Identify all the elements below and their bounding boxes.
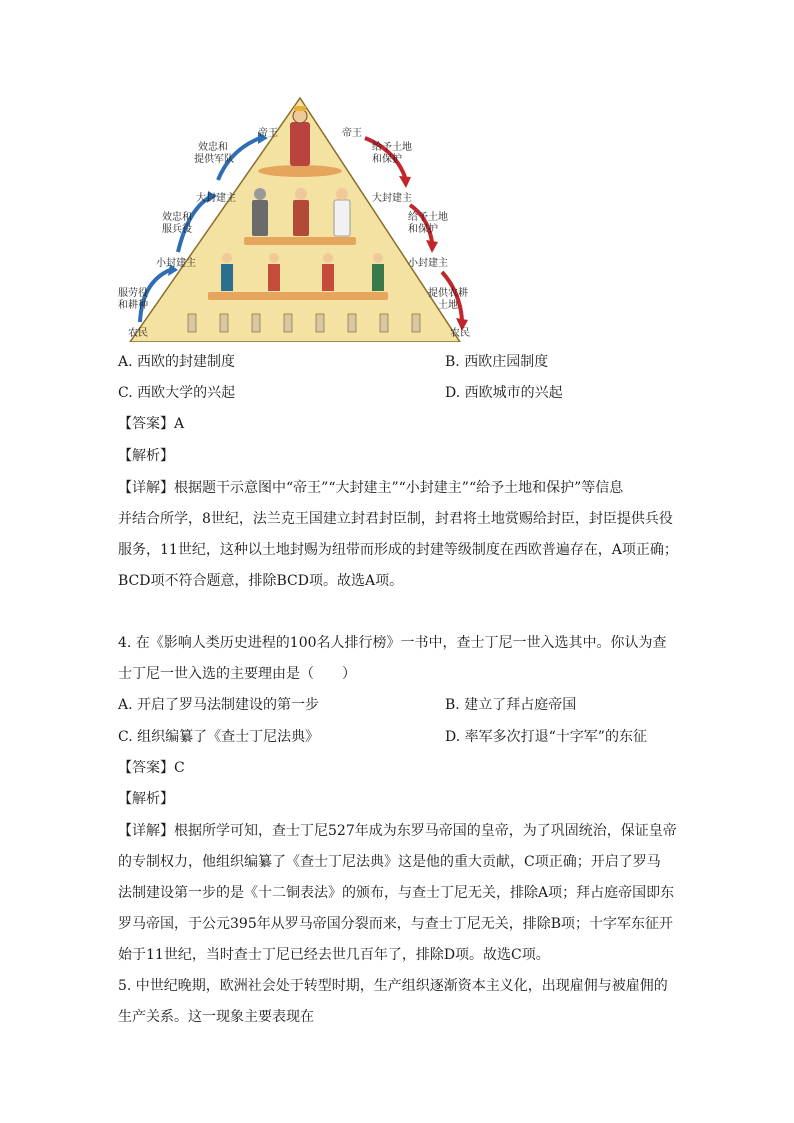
q4-detail (118, 821, 678, 963)
label-small-lord-right: 小封建主 (408, 258, 448, 269)
detail-line: 并结合所学，8世纪，法兰克王国建立封君封臣制，封君将土地赏赐给封臣，封臣提供兵役 (118, 511, 673, 527)
label-labor-2: 和耕种 (118, 300, 148, 311)
detail-line: 根据所学可知，查士丁尼527年成为东罗马帝国的皇帝，为了巩固统治，保证皇帝 (174, 823, 677, 839)
label-peasant-left: 农民 (128, 328, 148, 339)
label-peasant-right: 农民 (450, 328, 470, 339)
label-small-lord-left: 小封建主 (156, 258, 196, 269)
label-great-lord-left: 大封建主 (196, 193, 236, 204)
q4-option-a: A. 开启了罗马法制建设的第一步 (118, 697, 320, 713)
detail-line: 服务，11世纪，这种以土地封赐为纽带而形成的封建等级制度在西欧普遍存在，A项正确； (118, 542, 678, 558)
answer-tag: 【答案】 (118, 760, 174, 776)
detail-line: 法制建设第一步的是《十二铜表法》的颁布，与查士丁尼无关，排除A项；拜占庭帝国即东 (118, 885, 675, 901)
feudal-pyramid-figure (110, 92, 480, 342)
q4-analysis-tag: 【解析】 (118, 791, 174, 807)
stem-line: 士丁尼一世入选的主要理由是（ ） (118, 666, 356, 682)
q4-answer (118, 758, 185, 778)
q4-option-d: D. 率军多次打退“十字军”的东征 (445, 729, 647, 745)
label-great-lord-right: 大封建主 (372, 193, 412, 204)
detail-line: 始于11世纪，当时查士丁尼已经去世几百年了，排除D项。故选C项。 (118, 947, 550, 963)
detail-line: BCD项不符合题意，排除BCD项。故选A项。 (118, 573, 404, 589)
small-lord-platform (208, 292, 388, 300)
label-farmland-1: 提供农耕 (428, 288, 468, 299)
stem-line: 5. 中世纪晚期，欧洲社会处于转型时期，生产组织逐渐资本主义化，出现雇佣与被雇佣的 (118, 978, 668, 994)
label-grant2-1: 给予土地 (408, 212, 448, 223)
label-grant1-1: 给予土地 (372, 142, 412, 153)
label-loyalty-service-1: 效忠和 (162, 212, 192, 223)
q3-analysis-tag: 【解析】 (118, 448, 174, 464)
detail-tag: 【详解】 (118, 823, 174, 839)
q3-option-a: A. 西欧的封建制度 (118, 354, 236, 370)
king-figure (290, 106, 310, 166)
q3-option-c: C. 西欧大学的兴起 (118, 385, 236, 401)
detail-line: 的专制权力，他组织编纂了《查士丁尼法典》这是他的重大贡献，C项正确；开启了罗马 (118, 854, 661, 870)
q4-stem (118, 633, 678, 685)
pyramid-diagram (110, 92, 480, 342)
answer-value: C (174, 760, 185, 776)
label-grant2-2: 和保护 (408, 224, 438, 235)
label-labor-1: 服劳役 (118, 288, 148, 299)
q4-option-b: B. 建立了拜占庭帝国 (445, 697, 577, 713)
detail-tag: 【详解】 (118, 480, 174, 496)
label-loyalty-army-1: 效忠和 (198, 142, 228, 153)
q3-option-d: D. 西欧城市的兴起 (445, 385, 563, 401)
detail-line: 罗马帝国，于公元395年从罗马帝国分裂而来，与查士丁尼无关，排除B项；十字军东征开 (118, 916, 674, 932)
q4-option-c: C. 组织编纂了《查士丁尼法典》 (118, 729, 320, 745)
label-loyalty-army-2: 提供军队 (194, 154, 234, 165)
label-grant1-2: 和保护 (372, 154, 402, 165)
label-farmland-2: 土地 (438, 300, 458, 311)
q3-detail (118, 478, 678, 589)
label-loyalty-service-2: 服兵役 (162, 224, 192, 235)
stem-line: 生产关系。这一现象主要表现在 (118, 1009, 314, 1025)
label-king-left: 帝王 (258, 128, 278, 139)
king-platform (258, 165, 342, 177)
label-king-right: 帝王 (342, 128, 362, 139)
great-lord-platform (244, 237, 356, 245)
detail-line: 根据题干示意图中“帝王”“大封建主”“小封建主”“给予土地和保护”等信息 (174, 480, 624, 496)
q3-option-b: B. 西欧庄园制度 (445, 354, 549, 370)
q5-stem (118, 976, 678, 1028)
answer-tag: 【答案】 (118, 416, 174, 432)
answer-value: A (174, 416, 185, 432)
stem-line: 4. 在《影响人类历史进程的100名人排行榜》一书中，查士丁尼一世入选其中。你认为查 (118, 635, 667, 651)
q3-answer (118, 414, 184, 434)
